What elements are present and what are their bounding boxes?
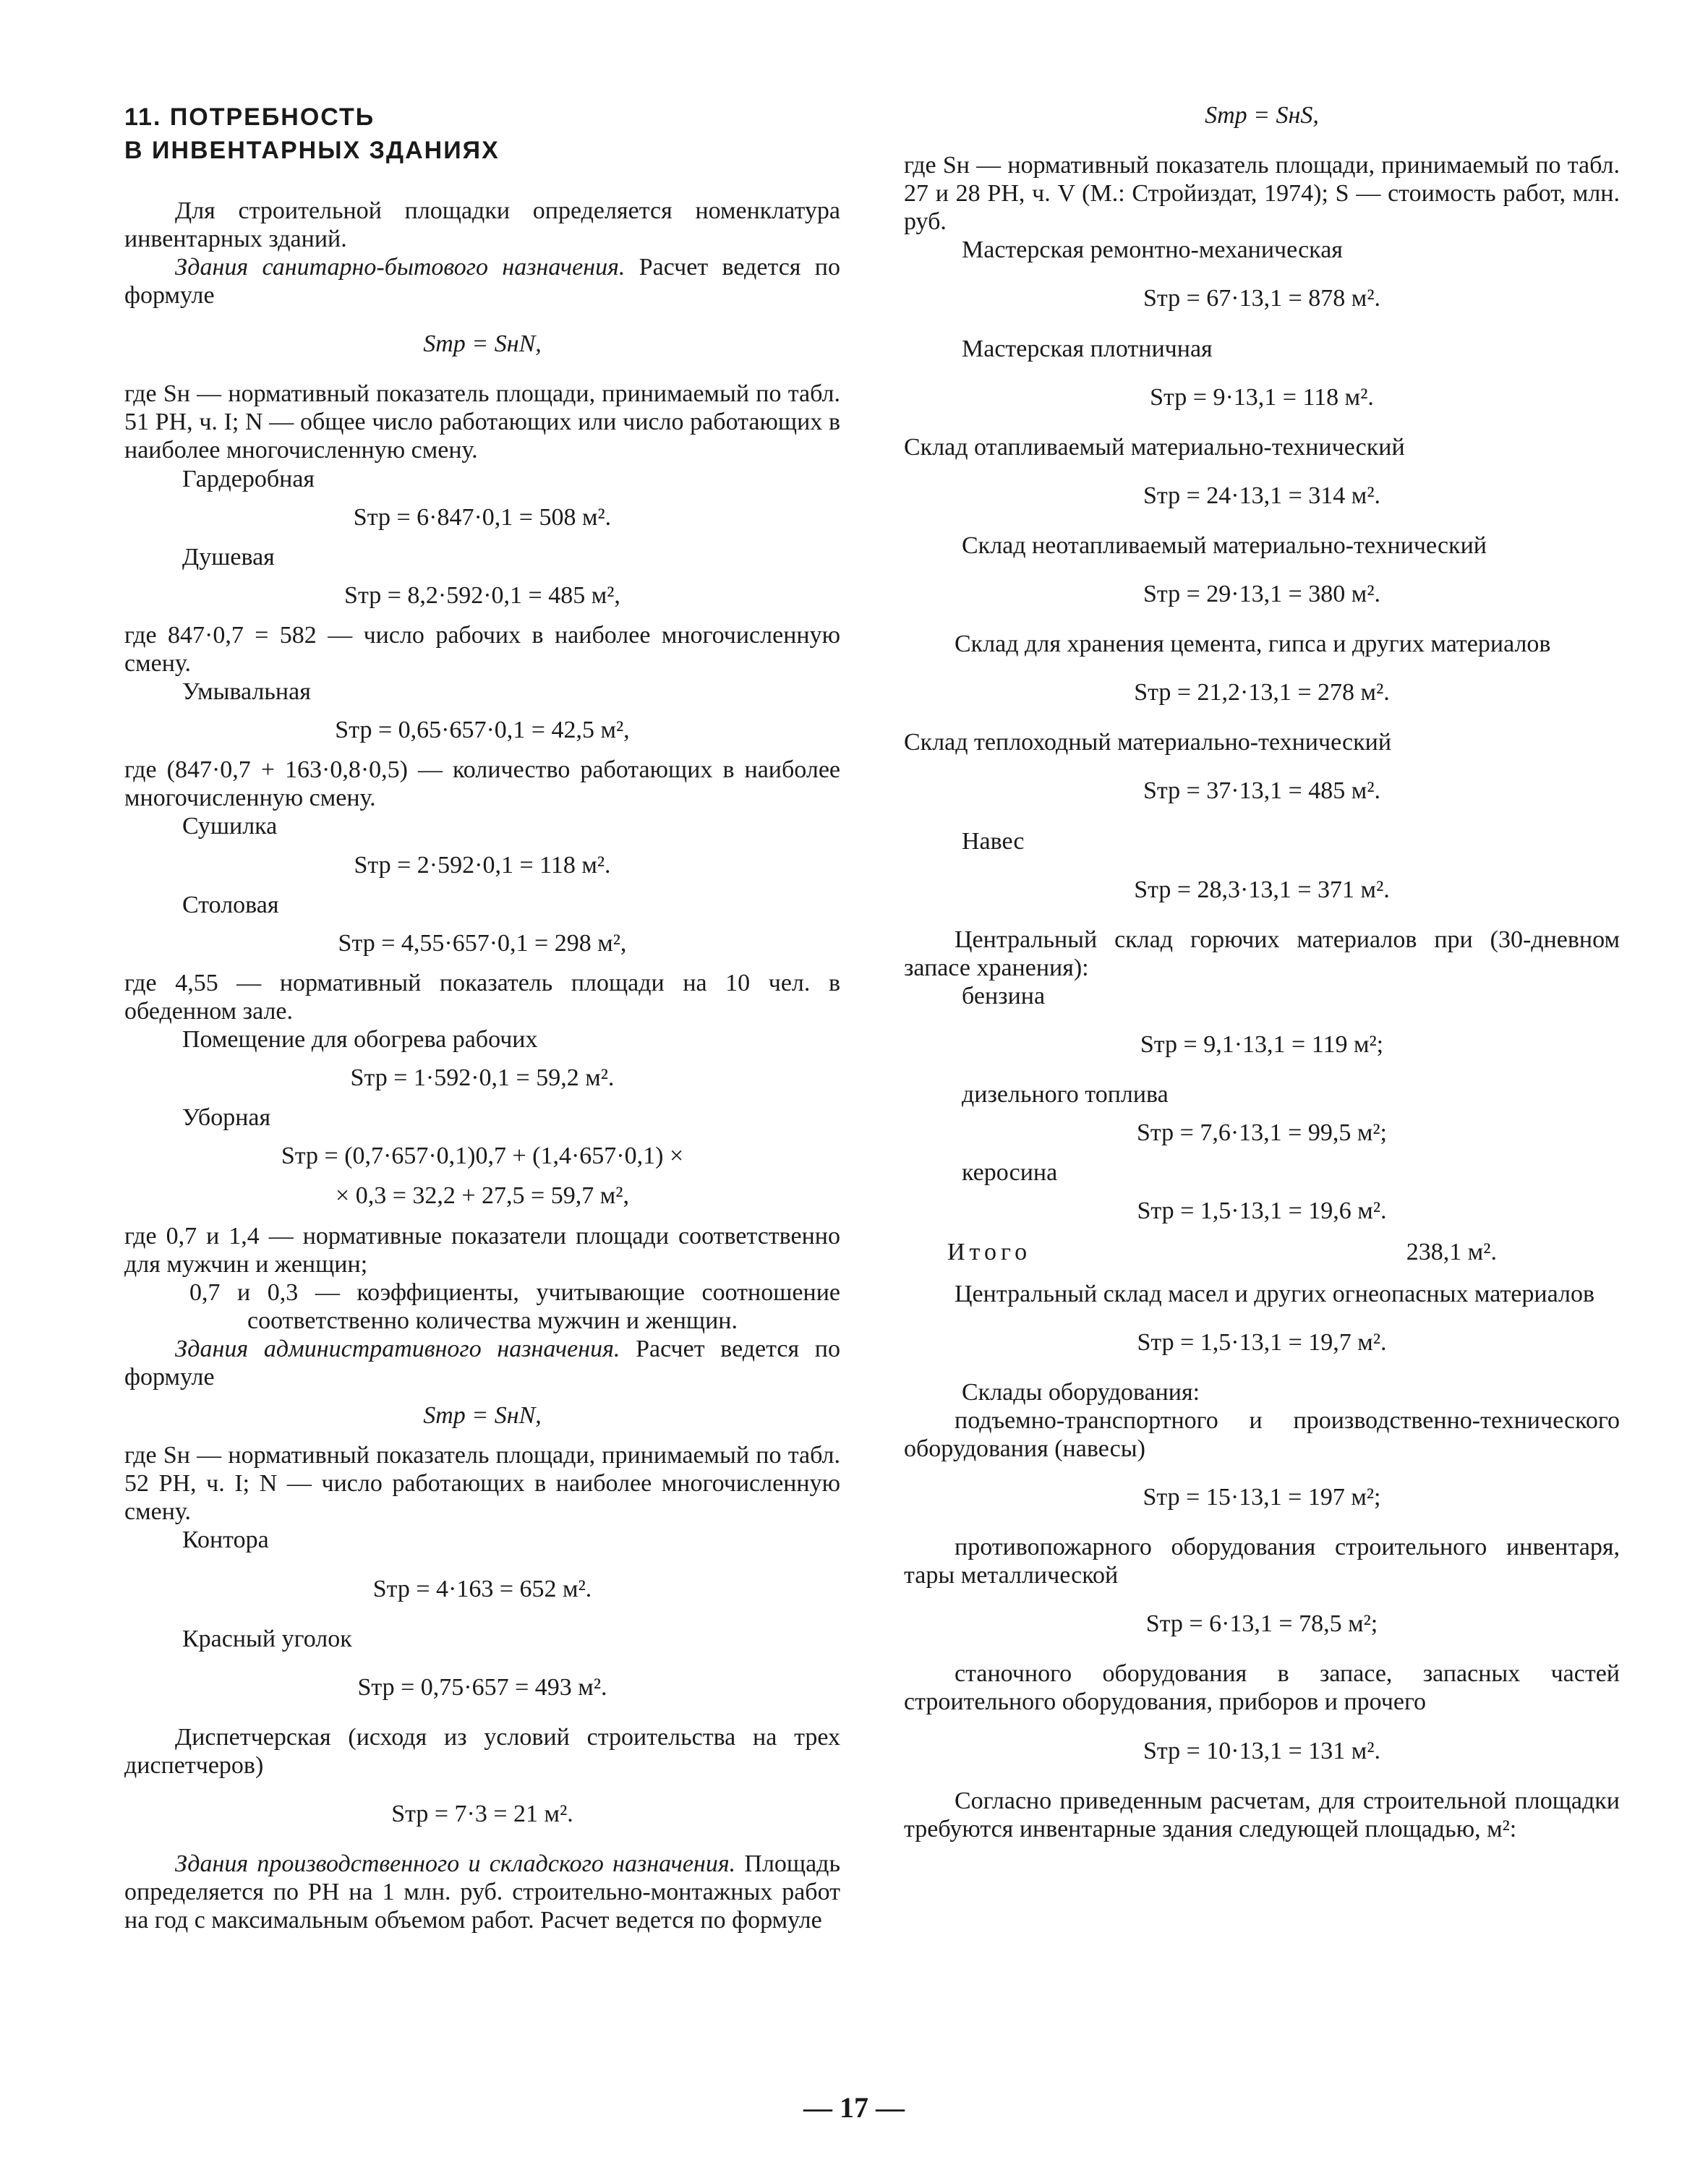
formula-kerosin: Sтр = 1,5·13,1 = 19,6 м². <box>1137 1197 1387 1225</box>
label-umyv: Умывальная <box>182 678 311 706</box>
formula-prod: Sтр = SнS, <box>1205 102 1319 129</box>
label-plotn: Мастерская плотничная <box>962 335 1213 362</box>
heading-line-1: 11. ПОТРЕБНОСТЬ <box>124 103 375 131</box>
label-benzin: бензина <box>962 982 1046 1009</box>
label-naves: Навес <box>962 827 1025 855</box>
formula-stol: Sтр = 4,55·657·0,1 = 298 м², <box>338 929 627 957</box>
formula-ubor-line1: Sтр = (0,7·657·0,1)0,7 + (1,4·657·0,1) × <box>281 1143 684 1170</box>
label-skl-teplo: Склад теплоходный материально-технический <box>904 729 1392 756</box>
right-column <box>904 101 1620 1843</box>
prod-text: Площадь определяется по РН на 1 млн. руб. строительно-монтажных работ на год с максимальным объемом работ. Расчет ведется по формуле <box>124 1850 840 1934</box>
formula-dush: Sтр = 8,2·592·0,1 = 485 м², <box>344 581 620 609</box>
formula-skl-cement: Sтр = 21,2·13,1 = 278 м². <box>1134 679 1390 706</box>
label-skl-neotapl: Склад неотапливаемый материально-технический <box>962 531 1487 559</box>
formula-remmech: Sтр = 67·13,1 = 878 м². <box>1143 285 1381 312</box>
formula-krasny: Sтр = 0,75·657 = 493 м². <box>357 1673 607 1701</box>
where-sanitary: где Sн — нормативный показатель площади, принимаемый по табл. 51 РН, ч. I; N — общее число работающих или число работающих в наиболее многочисленную смену. <box>124 380 840 464</box>
where-ubor-2: 0,7 и 0,3 — коэффициенты, учитывающие соотношение соответственно количества мужчин и женщин. <box>189 1278 840 1334</box>
formula-protiv: Sтр = 6·13,1 = 78,5 м²; <box>1145 1610 1378 1638</box>
formula-skl-teplo: Sтр = 37·13,1 = 485 м². <box>1143 777 1381 805</box>
formula-kontora: Sтр = 4·163 = 652 м². <box>372 1575 592 1602</box>
page-number: — 17 — <box>803 2091 905 2124</box>
formula-naves: Sтр = 28,3·13,1 = 371 м². <box>1134 876 1390 903</box>
where-umyv: где (847·0,7 + 163·0,8·0,5) — количество работающих в наиболее многочисленную смену. <box>124 756 840 812</box>
where-ubor-1: где 0,7 и 1,4 — нормативные показатели площади соответственно для мужчин и женщин; <box>124 1222 840 1278</box>
formula-stanoch: Sтр = 10·13,1 = 131 м². <box>1143 1737 1381 1764</box>
label-masla: Центральный склад масел и других огнеопасных материалов <box>955 1280 1594 1307</box>
intro-paragraph: Для строительной площадки определяется номенклатура инвентарных зданий. <box>124 197 840 252</box>
formula-dispetch: Sтр = 7·3 = 21 м². <box>391 1801 573 1827</box>
formula-benzin: Sтр = 9,1·13,1 = 119 м²; <box>1140 1030 1384 1058</box>
section-heading <box>124 101 840 168</box>
label-sush: Сушилка <box>182 813 278 840</box>
where-stol: где 4,55 — нормативный показатель площади на 10 чел. в обеденном зале. <box>124 969 840 1025</box>
formula-obogrev: Sтр = 1·592·0,1 = 59,2 м². <box>350 1064 615 1092</box>
label-krasny: Красный уголок <box>182 1625 352 1652</box>
formula-skl-neotapl: Sтр = 29·13,1 = 380 м². <box>1143 581 1381 608</box>
formula-umyv: Sтр = 0,65·657·0,1 = 42,5 м², <box>335 717 630 744</box>
heading-line-2: В ИНВЕНТАРНЫХ ЗДАНИЯХ <box>124 136 500 164</box>
where-admin: где Sн — нормативный показатель площади, принимаемый по табл. 52 РН, ч. I; N — число работающих в наиболее многочисленную смену. <box>124 1442 840 1526</box>
label-gsm: Центральный склад горючих материалов при (30-дневном запасе хранения): <box>904 926 1620 981</box>
sanitary-title: Здания санитарно-бытового назначения. <box>175 253 625 281</box>
formula-masla: Sтр = 1,5·13,1 = 19,7 м². <box>1137 1328 1387 1356</box>
label-skl-cement: Склад для хранения цемента, гипса и других материалов <box>955 631 1551 658</box>
formula-plotn: Sтр = 9·13,1 = 118 м². <box>1150 383 1374 411</box>
label-dush: Душевая <box>182 543 275 571</box>
admin-paragraph <box>124 1335 840 1391</box>
prod-paragraph <box>124 1850 840 1934</box>
formula-dizel: Sтр = 7,6·13,1 = 99,5 м²; <box>1136 1119 1387 1147</box>
label-obogrev: Помещение для обогрева рабочих <box>182 1026 538 1054</box>
label-stanoch: станочного оборудования в запасе, запасных частей строительного оборудования, приборов и прочего <box>904 1660 1620 1716</box>
label-garderob: Гардеробная <box>182 465 315 492</box>
label-oborud: Склады оборудования: <box>962 1378 1200 1406</box>
formula-sush: Sтр = 2·592·0,1 = 118 м². <box>354 851 611 879</box>
formula-podem: Sтр = 15·13,1 = 197 м²; <box>1143 1484 1381 1511</box>
label-dispetch: Диспетчерская (исходя из условий строительства на трех диспетчеров) <box>124 1723 840 1779</box>
label-kerosin: керосина <box>962 1159 1058 1187</box>
label-kontora: Контора <box>182 1526 269 1554</box>
formula-admin: Sтр = SнN, <box>423 1402 542 1430</box>
formula-skl-otapl: Sтр = 24·13,1 = 314 м². <box>1143 482 1381 509</box>
formula-sanitary: Sтр = SнN, <box>423 330 542 358</box>
label-remmech: Мастерская ремонтно-механическая <box>962 236 1343 264</box>
label-dizel: дизельного топлива <box>962 1081 1169 1109</box>
final-paragraph: Согласно приведенным расчетам, для строительной площадки требуются инвентарные здания следующей площадью, м²: <box>904 1787 1620 1842</box>
formula-ubor-line2: × 0,3 = 32,2 + 27,5 = 59,7 м², <box>336 1182 629 1210</box>
sanitary-text: Расчет ведется по формуле <box>124 253 840 309</box>
where-dush: где 847·0,7 = 582 — число рабочих в наиболее многочисленную смену. <box>124 621 840 677</box>
label-ubor: Уборная <box>182 1104 271 1132</box>
left-column <box>124 101 840 1934</box>
admin-text: Расчет ведется по формуле <box>124 1335 840 1391</box>
total-label: Итого <box>947 1239 1032 1266</box>
where-prod: где Sн — нормативный показатель площади, принимаемый по табл. 27 и 28 РН, ч. V (М.: Стройиздат, 1974); S — стоимость работ, млн. руб. <box>904 152 1620 236</box>
label-stol: Столовая <box>182 891 279 918</box>
prod-title: Здания производственного и складского назначения. <box>175 1850 736 1878</box>
label-skl-otapl: Склад отапливаемый материально-технический <box>904 433 1405 461</box>
sanitary-paragraph <box>124 253 840 309</box>
total-value: 238,1 м². <box>1406 1239 1497 1266</box>
label-protiv: противопожарного оборудования строительного инвентаря, тары металлической <box>904 1534 1620 1589</box>
label-podem: подъемно-транспортного и производственно-технического оборудования (навесы) <box>904 1406 1620 1462</box>
total-row <box>904 1238 1497 1266</box>
formula-garderob: Sтр = 6·847·0,1 = 508 м². <box>353 503 612 531</box>
admin-title: Здания административного назначения. <box>175 1335 620 1362</box>
